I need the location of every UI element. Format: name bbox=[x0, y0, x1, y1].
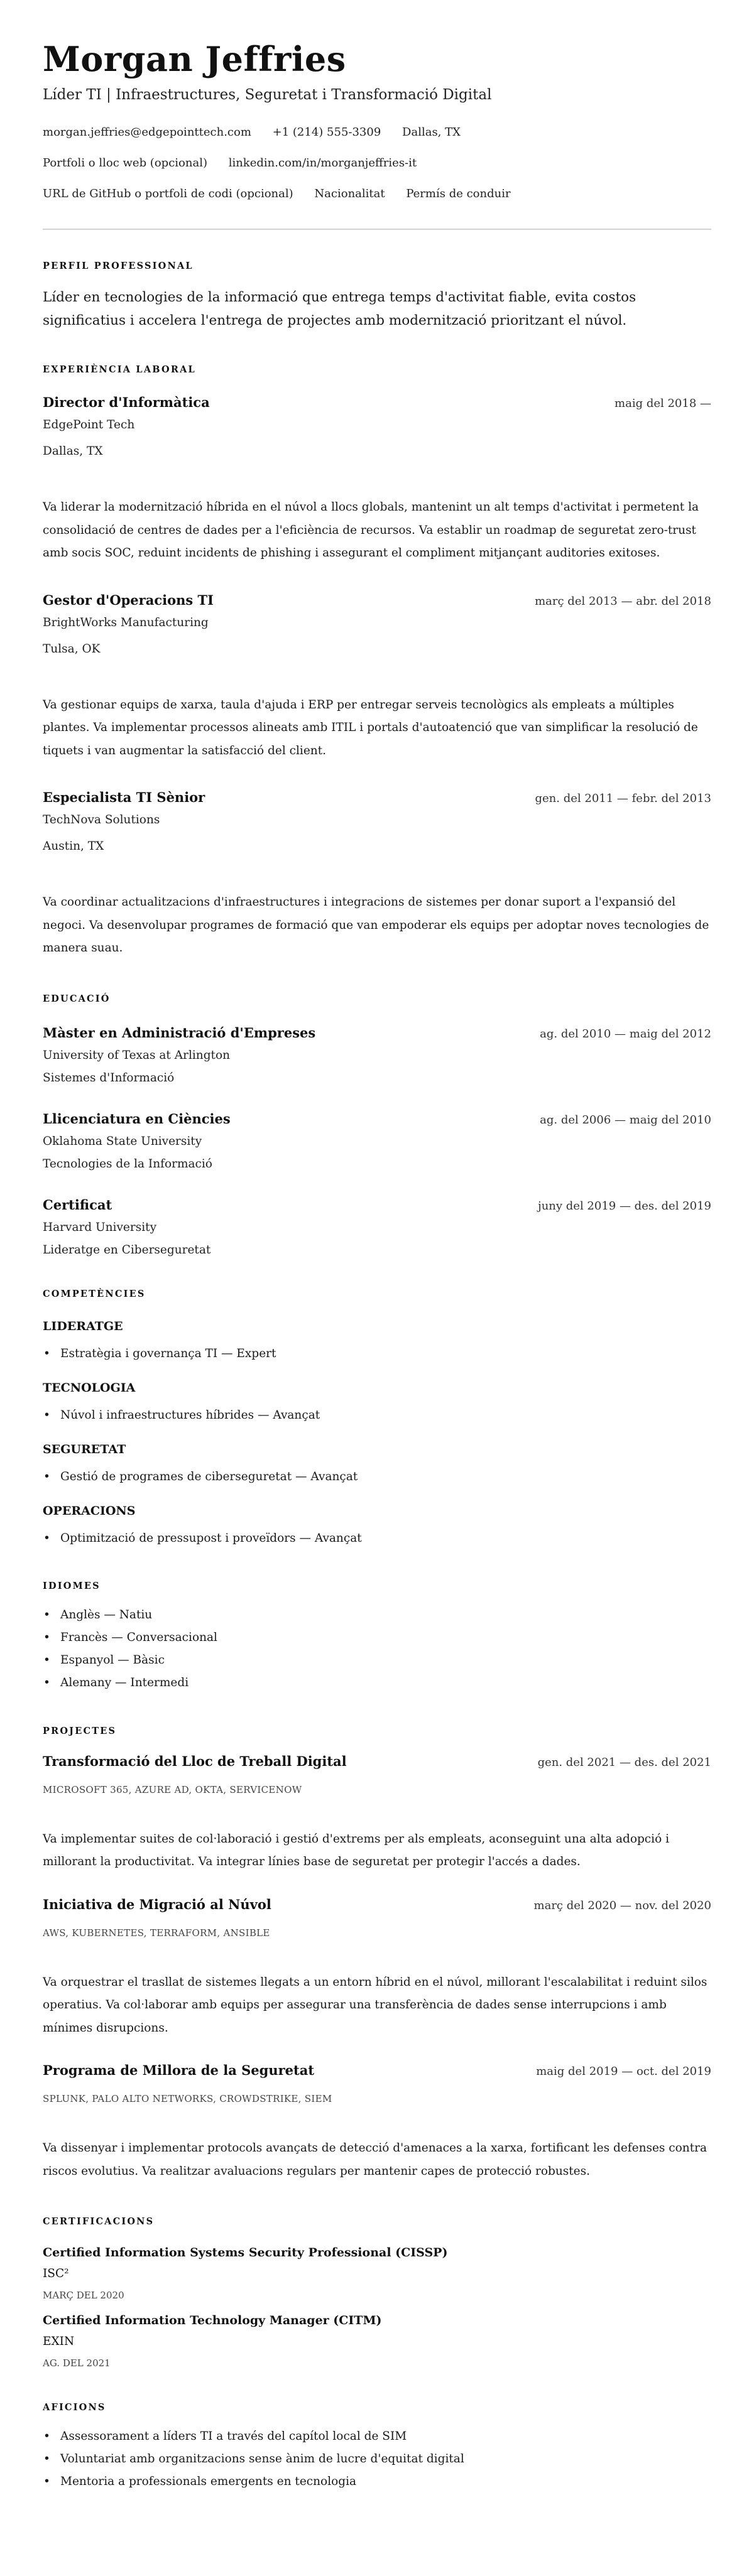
language-item: • Francès — Conversacional bbox=[60, 1630, 711, 1646]
certification-entry bbox=[43, 2312, 711, 2370]
entry-header bbox=[43, 1024, 711, 1044]
skill-list bbox=[43, 1469, 711, 1485]
nationality: Nacionalitat bbox=[314, 187, 385, 200]
projects-section bbox=[43, 1725, 711, 2184]
education-dates: ag. del 2010 — maig del 2012 bbox=[540, 1027, 711, 1041]
project-title: Programa de Millora de la Seguretat bbox=[43, 2062, 315, 2078]
section-heading: IDIOMES bbox=[43, 1580, 101, 1591]
job-title: Gestor d'Operacions TI bbox=[43, 592, 214, 608]
language-item: • Espanyol — Bàsic bbox=[60, 1652, 711, 1669]
section-heading: PERFIL PROFESSIONAL bbox=[43, 261, 194, 271]
contact-row bbox=[43, 185, 711, 203]
job-location: Dallas, TX bbox=[43, 445, 103, 458]
section-heading: EDUCACIÓ bbox=[43, 993, 111, 1004]
project-description: Va dissenyar i implementar protocols avançats de detecció d'amenaces a la xarxa, fortificant les defenses contra riscos evolutius. Va realitzar avaluacions regulars per mantenir capes de protecció robustes. bbox=[43, 2141, 708, 2178]
contact-row bbox=[43, 154, 711, 172]
degree-title: Certificat bbox=[43, 1196, 112, 1213]
company-name: TechNova Solutions bbox=[43, 813, 160, 826]
headline: Líder TI | Infraestructures, Seguretat i Transformació Digital bbox=[43, 87, 492, 103]
skill-list bbox=[43, 1346, 711, 1362]
skill-list bbox=[43, 1407, 711, 1424]
skill-list bbox=[43, 1530, 711, 1547]
job-description: Va coordinar actualitzacions d'infraestructures i integracions de sistemes per donar suport a l'expansió del negoci. Va desenvolupar programes de formació que van empoderar els equips per adoptar noves tecnologies de manera suau. bbox=[43, 896, 709, 955]
project-dates: gen. del 2021 — des. del 2021 bbox=[537, 1755, 711, 1769]
language-item: • Alemany — Intermedi bbox=[60, 1675, 711, 1691]
skill-item: • Estratègia i governança TI — Expert bbox=[60, 1346, 711, 1362]
job-description: Va gestionar equips de xarxa, taula d'ajuda i ERP per entregar serveis tecnològics als empleats a múltiples plantes. Va implementar processos alineats amb ITIL i portals d'autoatenció que van simplificar la resolució de tiquets i van augmentar la satisfacció del client. bbox=[43, 698, 698, 757]
experience-section bbox=[43, 364, 711, 960]
job-entry bbox=[43, 591, 711, 763]
school-name: University of Texas at Arlington bbox=[43, 1048, 231, 1062]
portfolio-link[interactable]: Portfoli o lloc web (opcional) bbox=[43, 156, 207, 170]
language-item: • Anglès — Natiu bbox=[60, 1607, 711, 1623]
education-section bbox=[43, 993, 711, 1258]
entry-header bbox=[43, 393, 711, 413]
skill-category: OPERACIONS bbox=[43, 1503, 136, 1518]
education-dates: juny del 2019 — des. del 2019 bbox=[538, 1199, 711, 1213]
education-entry bbox=[43, 1196, 711, 1258]
certification-title: Certified Information Technology Manager (CITM) bbox=[43, 2314, 382, 2327]
certification-entry bbox=[43, 2244, 711, 2302]
section-heading: CERTIFICACIONS bbox=[43, 2216, 155, 2227]
certification-date: AG. DEL 2021 bbox=[43, 2357, 111, 2369]
summary-section bbox=[43, 260, 711, 332]
skill-category: TECNOLOGIA bbox=[43, 1380, 136, 1395]
field-of-study: Sistemes d'Informació bbox=[43, 1071, 175, 1085]
hobby-item: • Assessorament a líders TI a través del capítol local de SIM bbox=[60, 2428, 711, 2445]
skill-item: • Gestió de programes de ciberseguretat — Avançat bbox=[60, 1469, 711, 1485]
degree-title: Llicenciatura en Ciències bbox=[43, 1110, 231, 1127]
job-dates: gen. del 2011 — febr. del 2013 bbox=[535, 792, 711, 805]
section-heading: COMPETÈNCIES bbox=[43, 1288, 146, 1299]
job-entry bbox=[43, 393, 711, 565]
school-name: Oklahoma State University bbox=[43, 1134, 202, 1148]
job-title: Especialista TI Sènior bbox=[43, 789, 205, 805]
job-description: Va liderar la modernització híbrida en el núvol a llocs globals, mantenint un alt temps d'activitat i permetent la consolidació de centres de dades per a l'eficiència de recursos. Va establir un roadmap de seguretat zero-trust amb socis SOC, reduint incidents de phishing i assegurant el compliment mitjançant auditories exitoses. bbox=[43, 501, 699, 560]
certification-date: MARÇ DEL 2020 bbox=[43, 2290, 124, 2301]
field-of-study: Lideratge en Ciberseguretat bbox=[43, 1243, 211, 1257]
project-title: Transformació del Lloc de Treball Digital bbox=[43, 1753, 347, 1769]
job-location: Tulsa, OK bbox=[43, 642, 101, 656]
education-dates: ag. del 2006 — maig del 2010 bbox=[540, 1113, 711, 1127]
certification-issuer: EXIN bbox=[43, 2335, 75, 2348]
entry-header bbox=[43, 1196, 711, 1216]
entry-header bbox=[43, 1752, 711, 1772]
entry-header bbox=[43, 591, 711, 611]
degree-title: Màster en Administració d'Empreses bbox=[43, 1024, 316, 1041]
certification-title: Certified Information Systems Security Professional (CISSP) bbox=[43, 2246, 448, 2259]
entry-header bbox=[43, 2061, 711, 2081]
section-heading: AFICIONS bbox=[43, 2402, 106, 2413]
entry-header bbox=[43, 1895, 711, 1915]
linkedin-link[interactable]: linkedin.com/in/morganjeffries-it bbox=[228, 156, 417, 170]
education-entry bbox=[43, 1110, 711, 1172]
project-tech-stack: SPLUNK, PALO ALTO NETWORKS, CROWDSTRIKE, SIEM bbox=[43, 2093, 332, 2104]
job-dates: maig del 2018 — bbox=[615, 397, 711, 410]
job-location: Austin, TX bbox=[43, 840, 104, 853]
project-entry bbox=[43, 2061, 711, 2183]
skill-item: • Núvol i infraestructures híbrides — Avançat bbox=[60, 1407, 711, 1424]
header-divider bbox=[43, 229, 711, 230]
skills-section bbox=[43, 1288, 711, 1547]
job-entry bbox=[43, 788, 711, 960]
certifications-section bbox=[43, 2216, 711, 2370]
job-dates: març del 2013 — abr. del 2018 bbox=[535, 594, 711, 608]
languages-section bbox=[43, 1580, 711, 1691]
project-description: Va implementar suites de col·laboració i gestió d'extrems per als empleats, aconseguint una alta adopció i millorant la productivitat. Va integrar línies base de seguretat per protegir l'accés a dades. bbox=[43, 1832, 670, 1868]
company-name: EdgePoint Tech bbox=[43, 418, 135, 431]
certification-issuer: ISC² bbox=[43, 2267, 69, 2280]
section-heading: EXPERIÈNCIA LABORAL bbox=[43, 364, 196, 375]
summary-text: Líder en tecnologies de la informació que entrega temps d'activitat fiable, evita costos significatius i accelera l'entrega de projectes amb modernització prioritzant el núvol. bbox=[43, 290, 637, 328]
project-dates: maig del 2019 — oct. del 2019 bbox=[536, 2065, 711, 2078]
section-heading: PROJECTES bbox=[43, 1725, 117, 1736]
skill-category: SEGURETAT bbox=[43, 1442, 126, 1456]
project-dates: març del 2020 — nov. del 2020 bbox=[533, 1898, 711, 1912]
email-link[interactable]: morgan.jeffries@edgepointtech.com bbox=[43, 126, 251, 139]
hobbies-section bbox=[43, 2401, 711, 2490]
project-entry bbox=[43, 1895, 711, 2040]
job-title: Director d'Informàtica bbox=[43, 394, 210, 410]
project-title: Iniciativa de Migració al Núvol bbox=[43, 1896, 271, 1912]
field-of-study: Tecnologies de la Informació bbox=[43, 1157, 212, 1171]
github-link[interactable]: URL de GitHub o portfoli de codi (opcional) bbox=[43, 187, 293, 200]
phone: +1 (214) 555-3309 bbox=[272, 126, 381, 139]
candidate-name: Morgan Jeffries bbox=[43, 39, 346, 79]
entry-header bbox=[43, 1110, 711, 1130]
education-entry bbox=[43, 1024, 711, 1086]
school-name: Harvard University bbox=[43, 1220, 157, 1234]
contact-row bbox=[43, 124, 711, 141]
project-tech-stack: MICROSOFT 365, AZURE AD, OKTA, SERVICENOW bbox=[43, 1783, 302, 1795]
project-description: Va orquestrar el trasllat de sistemes llegats a un entorn híbrid en el núvol, millorant l'escalabilitat i reduint silos operatius. Va col·laborar amb equips per assegurar una transferència de dades sense interrupcions i amb mínimes disrupcions. bbox=[43, 1975, 708, 2035]
hobby-item: • Voluntariat amb organitzacions sense ànim de lucre d'equitat digital bbox=[60, 2451, 711, 2467]
location: Dallas, TX bbox=[402, 126, 461, 139]
company-name: BrightWorks Manufacturing bbox=[43, 615, 209, 629]
entry-header bbox=[43, 788, 711, 808]
skill-item: • Optimització de pressupost i proveïdors — Avançat bbox=[60, 1530, 711, 1547]
project-entry bbox=[43, 1752, 711, 1874]
hobby-item: • Mentoria a professionals emergents en tecnologia bbox=[60, 2474, 711, 2490]
driving-license: Permís de conduir bbox=[406, 187, 511, 200]
project-tech-stack: AWS, KUBERNETES, TERRAFORM, ANSIBLE bbox=[43, 1927, 270, 1939]
skill-category: LIDERATGE bbox=[43, 1319, 123, 1333]
